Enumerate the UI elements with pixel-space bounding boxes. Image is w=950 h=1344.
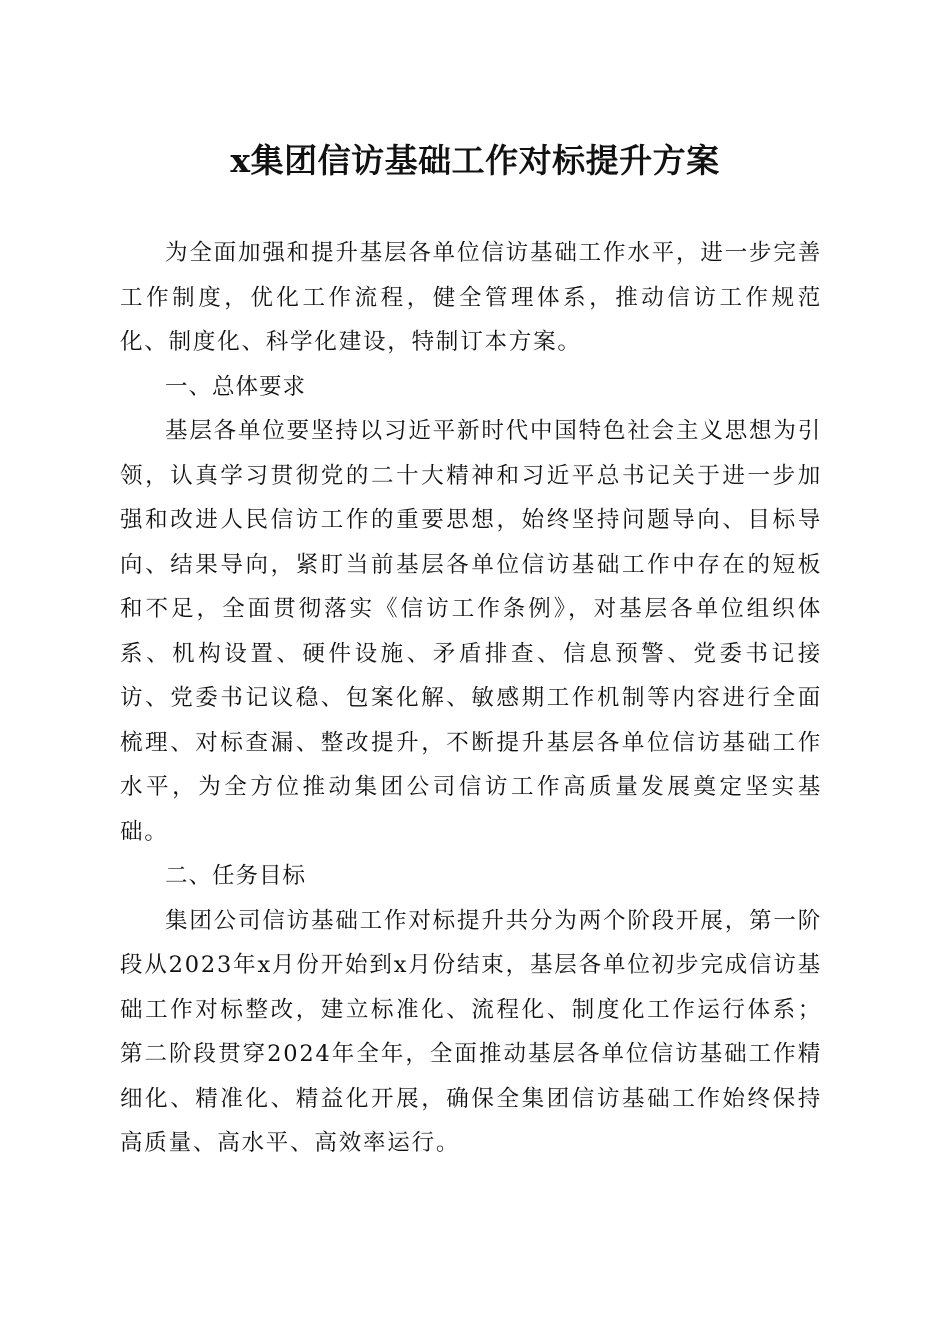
section-paragraph-task-goals: 集团公司信访基础工作对标提升共分为两个阶段开展，第一阶段从2023年x月份开始到x月份结束，基层各单位初步完成信访基础工作对标整改，建立标准化、流程化、制度化工作运行体系；第二阶段贯穿2024年全年，全面推动基层各单位信访基础工作精细化、精准化、精益化开展，确保全集团信访基础工作始终保持高质量、高水平、高效率运行。 <box>120 907 822 1156</box>
intro-paragraph: 为全面加强和提升基层各单位信访基础工作水平，进一步完善工作制度，优化工作流程，健全管理体系，推动信访工作规范化、制度化、科学化建设，特制订本方案。 <box>120 240 822 355</box>
section-paragraph-general-requirements: 基层各单位要坚持以习近平新时代中国特色社会主义思想为引领，认真学习贯彻党的二十大精神和习近平总书记关于进一步加强和改进人民信访工作的重要思想，始终坚持问题导向、目标导向、结果导向，紧盯当前基层各单位信访基础工作中存在的短板和不足，全面贯彻落实《信访工作条例》，对基层各单位组织体系、机构设置、硬件设施、矛盾排查、信息预警、党委书记接访、党委书记议稳、包案化解、敏感期工作机制等内容进行全面梳理、对标查漏、整改提升，不断提升基层各单位信访基础工作水平，为全方位推动集团公司信访工作高质量发展奠定坚实基础。 <box>120 418 822 845</box>
section-heading-general-requirements: 一、总体要求 <box>165 373 307 400</box>
document-body <box>120 231 822 1166</box>
section-heading-task-goals: 二、任务目标 <box>165 863 307 889</box>
document-title: x集团信访基础工作对标提升方案 <box>230 141 720 180</box>
